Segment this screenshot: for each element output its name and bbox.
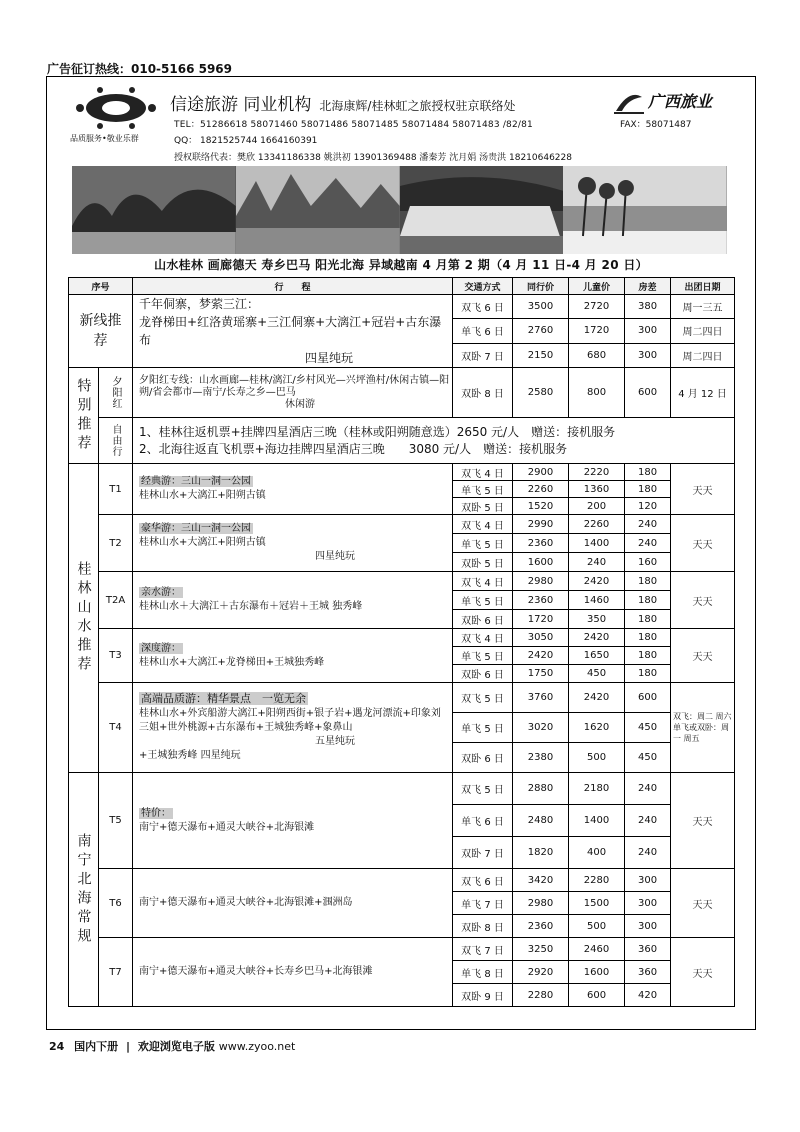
cell-t: 单飞 5 日 [453,591,513,610]
cell-t: 双飞 4 日 [453,629,513,647]
route-text: 桂林山水+大漓江+龙脊梯田+王城独秀峰 [139,656,325,668]
cell-r: 180 [625,591,671,610]
table-row [69,683,735,713]
cell-p: 2480 [513,805,569,837]
table-row [69,418,735,464]
route-text: 南宁+德天瀑布+通灵大峡谷+北海银滩 [139,821,315,833]
tour-route [133,629,453,683]
cell-t: 双飞 6 日 [453,869,513,892]
cell-c: 2280 [569,869,625,892]
route-text: 桂林山水+外宾船游大漓江+阳朔西街+银子岩+遇龙河漂流+印象刘三姐+世外桃源+古东瀑布+王城独秀峰+象鼻山 [139,708,441,733]
cell-t: 双卧 7 日 [453,837,513,869]
table-row [69,629,735,647]
cell-r: 240 [625,837,671,869]
departure-date: 双飞：周二 周六 单飞或双卧：周一 周五 [671,683,735,773]
col-header-room: 房差 [625,278,671,295]
table-row [69,938,735,961]
cell-t: 双卧 6 日 [453,665,513,683]
cell-t: 双卧 8 日 [453,915,513,938]
departure-date: 天天 [671,869,735,938]
ad-hotline: 广告征订热线：010-5166 5969 [47,62,233,76]
ziyou-details: 1、桂林往返机票+挂牌四星酒店三晚（桂林或阳朔随意选）2650 元/人 赠送：接机服务 2、北海往返直飞机票+海边挂牌四星酒店三晚 3080 元/人 赠送：接机服务 [133,418,735,464]
route-text: 桂林山水+大漓江+阳朔古镇 [139,490,266,501]
cell-c: 500 [569,915,625,938]
cell-r: 180 [625,481,671,498]
detian-waterfall-photo [400,166,564,254]
issue-banner: 山水桂林 画廊德天 寿乡巴马 阳光北海 异域越南 4 月第 2 期（4 月 11 日-4 月 20 日） [154,258,648,272]
cell-t: 单飞 5 日 [453,534,513,553]
cell-r: 180 [625,464,671,481]
partner-logo-text: 广西旅业 [648,92,713,111]
col-header-route: 行 程 [133,278,453,295]
section-label-guilin: 桂林山水推荐 [69,464,99,773]
section-name: 国内下册 [74,1040,119,1053]
tour-type-tag: 豪华游：三山一洞一公园 [141,523,252,534]
cell-p: 2360 [513,534,569,553]
cell-c: 450 [569,665,625,683]
cell-p: 1750 [513,665,569,683]
fax-number: FAX：58071487 [620,120,692,130]
sublabel-ziyou: 自由行 [99,418,133,464]
page-footer [49,1038,295,1054]
tour-route [133,683,453,773]
table-row: 双卧 7 日 2150 680 300 周二四日 [69,343,735,367]
cell-t: 双飞 5 日 [453,683,513,713]
cell-c: 240 [569,553,625,572]
agent-contacts: 授权联络代表：樊欣 13341186338 姚洪初 13901369488 潘秦芳 沈月娟 汤贵洪 18210646228 [174,153,572,163]
table-row [69,464,735,481]
tour-route [133,572,453,629]
cell-p: 3250 [513,938,569,961]
cell-p: 2260 [513,481,569,498]
cell-p: 3050 [513,629,569,647]
cell-t: 单飞 6 日 [453,805,513,837]
cell-r: 240 [625,773,671,805]
route-text: 南宁+德天瀑布+通灵大峡谷+长寿乡巴马+北海银滩 [139,966,373,977]
cell-t: 双卧 5 日 [453,553,513,572]
cell-r: 360 [625,961,671,984]
cell-c: 2420 [569,629,625,647]
route-text-2: +王城独秀峰 四星纯玩 [139,750,241,761]
route-star: 四星纯玩 [315,551,356,562]
table-row [69,515,735,534]
cell-r: 120 [625,498,671,515]
cell-r: 360 [625,938,671,961]
departure-date: 天天 [671,515,735,572]
cell-t: 单飞 5 日 [453,713,513,743]
tour-code: T3 [99,629,133,683]
tour-code: T2 [99,515,133,572]
table-header-row [69,278,735,295]
cell-c: 500 [569,743,625,773]
cell-c: 2420 [569,572,625,591]
agency-subtitle: 北海康辉/桂林虹之旅授权驻京联络处 [319,99,516,113]
cell-r: 450 [625,713,671,743]
cell-c: 1400 [569,805,625,837]
cell-r: 160 [625,553,671,572]
cell-r: 180 [625,665,671,683]
cell-t: 双飞 4 日 [453,515,513,534]
tour-route [133,773,453,869]
page-number: 24 [49,1040,65,1053]
cell-r: 240 [625,534,671,553]
table-row: 新线推荐 千年侗寨，梦萦三江： 龙脊梯田+红洛黄瑶寨+三江侗寨+大漓江+冠岩+古东瀑布 四星纯玩 双飞 6 日 3500 2720 380 周一三五 [69,295,735,319]
tour-type-tag: 深度游： [141,642,182,654]
cell-t: 双卧 9 日 [453,984,513,1007]
agency-name: 信途旅游 同业机构 [170,95,312,115]
nanning-section [69,773,735,1007]
cell-c: 1400 [569,534,625,553]
cell-p: 3420 [513,869,569,892]
tour-route [133,515,453,572]
xintu-logo-icon [70,86,162,130]
section-label-xinxian: 新线推荐 [69,295,133,368]
cell-r: 180 [625,610,671,629]
cell-c: 2420 [569,683,625,713]
footer-divider: | [126,1040,131,1053]
cell-r: 180 [625,572,671,591]
sail-icon [614,87,644,115]
cell-c: 1600 [569,961,625,984]
cell-r: 420 [625,984,671,1007]
cell-t: 双卧 6 日 [453,743,513,773]
cell-c: 2220 [569,464,625,481]
cell-c: 350 [569,610,625,629]
cell-t: 单飞 5 日 [453,647,513,665]
cell-p: 1600 [513,553,569,572]
agency-title [170,90,515,115]
route-text: 南宁+德天瀑布+通灵大峡谷+北海银滩+涠洲岛 [139,897,353,908]
table-row [69,773,735,805]
cell-p: 2900 [513,464,569,481]
tour-type-tag: 亲水游： [141,587,182,598]
cell-c: 1650 [569,647,625,665]
tour-code: T2A [99,572,133,629]
cell-c: 1500 [569,892,625,915]
cell-t: 单飞 8 日 [453,961,513,984]
li-river-photo [236,166,400,254]
cell-c: 600 [569,984,625,1007]
cell-p: 1520 [513,498,569,515]
tour-code: T7 [99,938,133,1007]
cell-t: 单飞 5 日 [453,481,513,498]
tour-route [133,464,453,515]
xiyang-route: 夕阳红专线：山水画廊—桂林/漓江/乡村风光—兴坪渔村/休闲古镇—阳朔/省会都市—南宁/长寿之乡—巴马 休闲游 [133,368,453,418]
cell-p: 2920 [513,961,569,984]
cell-r: 240 [625,805,671,837]
cell-p: 2360 [513,915,569,938]
cell-c: 400 [569,837,625,869]
cell-p: 1720 [513,610,569,629]
tour-code: T4 [99,683,133,773]
karst-river-photo [72,166,236,254]
logo-caption: 品质服务•敬业乐群 [70,134,139,143]
cell-p: 2380 [513,743,569,773]
tour-type-tag: 高端品质游：精华景点 一览无余 [141,692,307,705]
departure-date: 天天 [671,572,735,629]
cell-t: 单飞 7 日 [453,892,513,915]
cell-c: 2260 [569,515,625,534]
tour-type-tag: 经典游：三山一洞一公园 [141,476,252,487]
cell-t: 双卧 5 日 [453,498,513,515]
cell-c: 1460 [569,591,625,610]
table-row [69,572,735,591]
section-label-tebie: 特别推荐 [69,368,99,464]
guilin-section [69,464,735,773]
departure-date: 天天 [671,773,735,869]
tour-code: T1 [99,464,133,515]
cell-t: 双飞 4 日 [453,572,513,591]
cell-p: 3020 [513,713,569,743]
tour-price-table [68,277,735,1007]
cell-r: 180 [625,647,671,665]
tel-numbers: TEL：51286618 58071460 58071486 58071485 58071484 58071483 /82/81 [174,120,533,130]
cell-r: 300 [625,869,671,892]
departure-date: 天天 [671,464,735,515]
tour-code: T6 [99,869,133,938]
cell-r: 450 [625,743,671,773]
tour-route [133,869,453,938]
col-header-transport: 交通方式 [453,278,513,295]
cell-r: 180 [625,629,671,647]
cell-r: 600 [625,683,671,713]
table-row [69,869,735,892]
cell-p: 3760 [513,683,569,713]
cell-p: 2880 [513,773,569,805]
cell-p: 2360 [513,591,569,610]
cell-p: 2420 [513,647,569,665]
cell-c: 200 [569,498,625,515]
tour-code: T5 [99,773,133,869]
col-header-date: 出团日期 [671,278,735,295]
cell-p: 2280 [513,984,569,1007]
footer-text: 欢迎浏览电子版 [137,1040,215,1053]
route-star: 五星纯玩 [315,736,356,747]
cell-p: 2980 [513,892,569,915]
guangxi-lvye-logo [614,86,736,116]
cell-p: 1820 [513,837,569,869]
col-header-child: 儿童价 [569,278,625,295]
tour-type-tag: 特价： [141,807,172,819]
cell-c: 1620 [569,713,625,743]
departure-date: 天天 [671,938,735,1007]
cell-c: 2460 [569,938,625,961]
route-text: 桂林山水+大漓江+阳朔古镇 [139,537,266,548]
table-row: 特别推荐 夕阳红 夕阳红专线：山水画廊—桂林/漓江/乡村风光—兴坪渔村/休闲古镇—阳朔/省会都市—南宁/长寿之乡—巴马 休闲游 双卧 8 日 2580 800 600 4 月 12 日 [69,368,735,418]
cell-p: 2990 [513,515,569,534]
cell-r: 240 [625,515,671,534]
departure-date: 天天 [671,629,735,683]
xinxian-route: 千年侗寨，梦萦三江： 龙脊梯田+红洛黄瑶寨+三江侗寨+大漓江+冠岩+古东瀑布 四星纯玩 [133,295,453,368]
cell-t: 双卧 6 日 [453,610,513,629]
sublabel-xiyang: 夕阳红 [99,368,133,418]
col-header-price: 同行价 [513,278,569,295]
route-text: 桂林山水＋大漓江＋古东瀑布＋冠岩＋王城 独秀峰 [139,601,363,612]
cell-c: 1360 [569,481,625,498]
tour-route [133,938,453,1007]
scenery-photo-strip [72,166,727,254]
section-label-nanning: 南宁北海常规 [69,773,99,1007]
col-header-no: 序号 [69,278,133,295]
cell-p: 2980 [513,572,569,591]
cell-t: 双飞 4 日 [453,464,513,481]
cell-r: 300 [625,892,671,915]
beihai-beach-photo [563,166,727,254]
footer-url: www.zyoo.net [218,1040,296,1053]
cell-t: 双飞 7 日 [453,938,513,961]
table-row: 单飞 6 日 2760 1720 300 周二四日 [69,319,735,343]
qq-numbers: QQ： 1821525744 1664160391 [174,136,318,146]
cell-c: 2180 [569,773,625,805]
cell-r: 300 [625,915,671,938]
cell-t: 双飞 5 日 [453,773,513,805]
